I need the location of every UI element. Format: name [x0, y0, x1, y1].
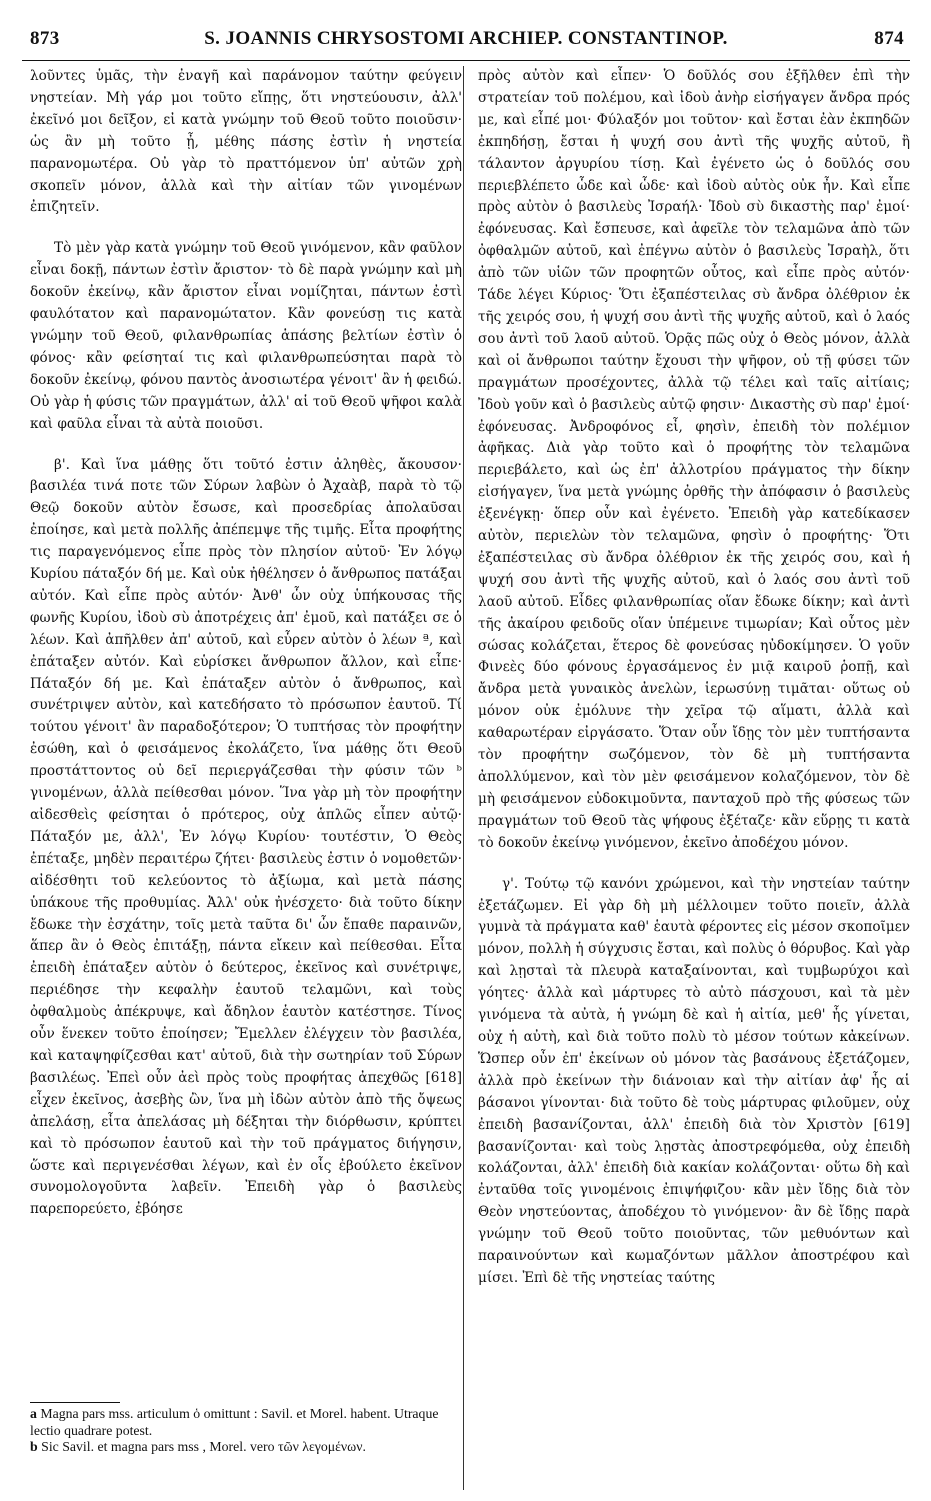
footnote-a-text: Magna pars mss. articulum ὁ omittunt : Savil. et Morel. habent. Utraque lectio quadrare potest. [30, 1406, 439, 1438]
footnote-b-marker: b [30, 1439, 38, 1455]
right-paragraph-2: γ'. Τούτῳ τῷ κανόνι χρώμενοι, καὶ τὴν νηστείαν ταύτην ἐξετάζωμεν. Εἰ γὰρ δὴ μὴ μέλλοιμεν τοῦτο ποιεῖν, ἀλλὰ γυμνὰ τὰ πράγματα καθ' ἑαυτὰ φέροντες εἰς μέσον σκοποῖμεν μόνον, πολλὴ ἡ σύγχυσις ἔσται, καὶ πολὺς ὁ θόρυβος. Καὶ γὰρ καὶ λῃσταὶ τὰ πλευρὰ καταξαίνονται, καὶ τυμβωρύχοι καὶ γόητες· ἀλλὰ καὶ μάρτυρες τὸ αὐτὸ πάσχουσι, καὶ τὰ μὲν γινόμενα τὰ αὐτὰ, ἡ γνώμη δὲ καὶ ἡ αἰτία, μεθ' ἧς γίνεται, οὐχ ἡ αὐτὴ, καὶ διὰ τοῦτο πολὺ τὸ μέσον τούτων κἀκείνων. Ὥσπερ οὖν ἐπ' ἐκείνων οὐ μόνον τὰς βασάνους ἐξετάζομεν, ἀλλὰ πρὸ ἐκείνων τὴν διάνοιαν καὶ τὴν αἰτίαν ἀφ' ἧς αἱ βάσανοι γίνονται· διὰ τοῦτο δὲ τοὺς μάρτυρας φιλοῦμεν, οὐχ ἐπειδὴ βασανίζονται, ἀλλ' ἐπειδὴ διὰ τὸν Χριστὸν [619] βασανίζονται· καὶ τοὺς λῃστὰς ἀποστρεφόμεθα, οὐχ ἐπειδὴ κολάζονται, ἀλλ' ἐπειδὴ διὰ κακίαν κολάζονται· οὕτω δὴ καὶ ἐνταῦθα τοῖς γινομένοις ἐπιψήφιζου· κἂν μὲν ἴδῃς διὰ τὸν Θεὸν νηστεύοντας, ἀποδέχου τὸ γινόμενον· ἂν δὲ ἴδῃς παρὰ γνώμην τοῦ Θεοῦ τοῦτο ποιοῦντας, τῶν μεθυόντων καὶ παραινούντων καὶ κωμαζόντων μᾶλλον ἀποστρέφου καὶ μίσει. Ἐπὶ δὲ τῆς νηστείας ταύτης [478, 875, 910, 1286]
running-header [22, 28, 910, 54]
left-paragraph-3: β'. Καὶ ἵνα μάθῃς ὅτι τοῦτό ἐστιν ἀληθὲς, ἄκουσον· βασιλέα τινά ποτε τῶν Σύρων λαβὼν ὁ Ἀχαὰβ, παρὰ τὸ τῷ Θεῷ δοκοῦν αὐτὸν ἔσωσε, καὶ προσεδρίας ἀπολαῦσαι ἐποίησε, καὶ μετὰ πολλῆς ἀπέπεμψε τῆς τιμῆς. Εἶτα προφήτης τις παραγενόμενος εἶπε πρὸς τὸν πλησίον αὐτοῦ· Ἐν λόγῳ Κυρίου πάταξόν δή με. Καὶ οὐκ ἠθέλησεν ὁ ἄνθρωπος πατάξαι αὐτόν. Καὶ εἶπε πρὸς αὐτόν· Ἀνθ' ὧν οὐχ ὑπήκουσας τῆς φωνῆς Κυρίου, ἰδοὺ σὺ ἀποτρέχεις ἀπ' ἐμοῦ, καὶ πατάξει σε ὁ λέων. Καὶ ἀπῆλθεν ἀπ' αὐτοῦ, καὶ εὗρεν αὐτὸν ὁ λέων ª, καὶ ἐπάταξεν αὐτόν. Καὶ εὑρίσκει ἄνθρωπον ἄλλον, καὶ εἶπε· Πάταξόν δή με. Καὶ ἐπάταξεν αὐτὸν ὁ ἄνθρωπος, καὶ συνέτριψεν αὐτὸν, καὶ κατεδήσατο τὸ πρόσωπον ἑαυτοῦ. Τί τούτου γένοιτ' ἂν παραδοξότερον; Ὁ τυπτήσας τὸν προφήτην ἐσώθη, καὶ ὁ φεισάμενος ἐκολάζετο, ἵνα μάθῃς ὅτι Θεοῦ προστάττοντος οὐ δεῖ περιεργάζεσθαι τὴν φύσιν τῶν ᵇ γινομένων, ἀλλὰ πείθεσθαι μόνον. Ἵνα γὰρ μὴ τὸν προφήτην αἰδεσθεὶς φείσηται ὁ πρότερος, οὐχ ἁπλῶς εἶπεν αὐτῷ· Πάταξόν με, ἀλλ', Ἐν λόγῳ Κυρίου· τουτέστιν, Ὁ Θεὸς ἐπέταξε, μηδὲν περαιτέρω ζήτει· βασιλεὺς ἐστιν ὁ νομοθετῶν· αἰδέσθητι τοῦ κελεύοντος τὸ ἀξίωμα, καὶ μετὰ πάσης ὑπάκουε τῆς προθυμίας. Ἀλλ' οὐκ ἠνέσχετο· διὰ τοῦτο δίκην ἔδωκε τὴν ἐσχάτην, τοῖς μετὰ ταῦτα δι' ὧν ἔπαθε παραινῶν, ἅπερ ἂν ὁ Θεὸς ἐπιτάξῃ, πάντα εἴκειν καὶ πείθεσθαι. Εἶτα ἐπειδὴ ἐπάταξεν αὐτὸν ὁ δεύτερος, ἐκεῖνος καὶ συνέτριψε, περιέδησε τὴν κεφαλὴν ἑαυτοῦ τελαμῶνι, καὶ τοὺς ὀφθαλμοὺς ἀπέκρυψε, καὶ ἄδηλον ἑαυτὸν κατέστησε. Τίνος οὖν ἕνεκεν τοῦτο ἐποίησεν; Ἔμελλεν ἐλέγχειν τὸν βασιλέα, καὶ καταψηφίζεσθαι κατ' αὐτοῦ, διὰ τὴν σωτηρίαν τοῦ Σύρων βασιλέως. Ἐπεὶ οὖν ἀεὶ πρὸς τοὺς προφήτας ἀπεχθῶς [618] εἶχεν ἐκεῖνος, ἀσεβὴς ὢν, ἵνα μὴ ἰδὼν αὐτὸν ἀπὸ τῆς ὄψεως ἀπελάσῃ, εἶτα ἀπελάσας μὴ δέξηται τὴν διόρθωσιν, κρύπτει καὶ τὸ πρόσωπον ἑαυτοῦ καὶ τὴν τοῦ πράγματος διήγησιν, ὥστε καὶ περιγενέσθαι λέγων, καὶ ἐν οἷς ἐβούλετο ἐκεῖνον συνομολογοῦντα λαβεῖν. Ἐπειδὴ γὰρ ὁ βασιλεὺς παρεπορεύετο, ἐβόησε [30, 456, 462, 1218]
footnotes [30, 1406, 460, 1456]
footnote-a [30, 1406, 460, 1439]
left-column [30, 66, 462, 1221]
column-divider [463, 66, 464, 1490]
footnote-a-marker: a [30, 1406, 37, 1421]
left-paragraph-2: Τὸ μὲν γὰρ κατὰ γνώμην τοῦ Θεοῦ γινόμενον, κἂν φαῦλον εἶναι δοκῇ, πάντων ἐστὶν ἄριστον· τὸ δὲ παρὰ γνώμην καὶ μὴ δοκοῦν ἐκείνῳ, κἂν ἄριστον εἶναι νομίζηται, πάντων ἐστὶ φαυλότατον καὶ παρανομώτατον. Κἂν φονεύσῃ τις κατὰ γνώμην τοῦ Θεοῦ, φιλανθρωπίας ἁπάσης βελτίων ἐστὶν ὁ φόνος· κἂν φείσηταί τις καὶ φιλανθρωπεύσηται παρὰ τὸ δοκοῦν ἐκείνῳ, φόνου παντὸς ἀνοσιωτέρα γένοιτ' ἂν ἡ φειδώ. Οὐ γὰρ ἡ φύσις τῶν πραγμάτων, ἀλλ' αἱ τοῦ Θεοῦ ψῆφοι καλὰ καὶ φαῦλα εἶναι τὰ αὐτὰ ποιοῦσι. [30, 240, 462, 432]
header-rule [22, 60, 910, 61]
footnote-b-text: Sic Savil. et magna pars mss , Morel. vero τῶν λεγομένων. [41, 1439, 366, 1455]
right-paragraph-1: πρὸς αὐτὸν καὶ εἶπεν· Ὁ δοῦλός σου ἐξῆλθεν ἐπὶ τὴν στρατείαν τοῦ πολέμου, καὶ ἰδοὺ ἀνὴρ εἰσήγαγεν ἄνδρα πρός με, καὶ εἶπέ μοι· Φύλαξόν μοι τοῦτον· καὶ ἔσται ἐὰν ἐκπηδῶν ἐκπηδήσῃ, ἔσται ἡ ψυχή σου ἀντὶ τῆς ψυχῆς αὐτοῦ, ἢ τάλαντον ἀργυρίου τίσῃ. Καὶ ἐγένετο ὡς ὁ δοῦλός σου περιεβλέπετο ὧδε καὶ ὧδε· καὶ ἰδοὺ αὐτὸς οὐκ ἦν. Καὶ εἶπε πρὸς αὐτὸν ὁ βασιλεὺς Ἰσραήλ· Ἰδοὺ σὺ δικαστὴς παρ' ἐμοί· ἐφόνευσας. Καὶ ἔσπευσε, καὶ ἀφεῖλε τὸν τελαμῶνα ἀπὸ τῶν ὀφθαλμῶν αὐτοῦ, καὶ ἐπέγνω αὐτὸν ὁ βασιλεὺς Ἰσραὴλ, ὅτι ἀπὸ τῶν υἱῶν τῶν προφητῶν οὗτος, καὶ εἶπε πρὸς αὐτόν· Τάδε λέγει Κύριος· Ὅτι ἐξαπέστειλας σὺ ἄνδρα ὀλέθριον ἐκ τῆς χειρός σου, ἡ ψυχή σου ἀντὶ τῆς ψυχῆς αὐτοῦ, καὶ ὁ λαός σου ἀντὶ τοῦ λαοῦ αὐτοῦ. Ὁρᾷς πῶς οὐχ ὁ Θεὸς μόνον, ἀλλὰ καὶ οἱ ἄνθρωποι ταύτην ἔχουσι τὴν ψῆφον, οὐ τῇ φύσει τῶν πραγμάτων προσέχοντες, ἀλλὰ τῷ τέλει καὶ ταῖς αἰτίαις; Ἰδοὺ γοῦν καὶ ὁ βασιλεὺς αὐτῷ φησιν· Δικαστὴς σὺ παρ' ἐμοί· ἐφόνευσας. Ἀνδροφόνος εἶ, φησὶν, ἐπειδὴ τὸν πολέμιον ἀφῆκας. Διὰ γὰρ τοῦτο καὶ ὁ προφήτης τὸν τελαμῶνα περιεβάλετο, καὶ ὡς ἐπ' ἀλλοτρίου πράγματος τὴν δίκην εἰσήγαγεν, ἵνα μετὰ γνώμης ὀρθῆς τὴν ἀπόφασιν ὁ βασιλεὺς ἐξενέγκῃ· ὅπερ οὖν καὶ ἐγένετο. Ἐπειδὴ γὰρ κατεδίκασεν αὐτὸν, περιελὼν τὸν τελαμῶνα, φησὶν ὁ προφήτης· Ὅτι ἐξαπέστειλας σὺ ἄνδρα ὀλέθριον ἐκ τῆς χειρός σου, καὶ ἡ ψυχή σου ἀντὶ τῆς ψυχῆς αὐτοῦ, καὶ ὁ λαός σου ἀντὶ τοῦ λαοῦ αὐτοῦ. Εἶδες φιλανθρωπίας οἵαν ἔδωκε δίκην; καὶ ἀντὶ τῆς ἀκαίρου φειδοῦς οἵαν ὑπέμεινε τιμωρίαν; Καὶ οὗτος μὲν σώσας κολάζεται, ἕτερος δὲ φονεύσας ηὐδοκίμησεν. Ὁ γοῦν Φινεὲς δύο φόνους ἐργασάμενος ἐν μιᾷ καιροῦ ῥοπῇ, καὶ ἄνδρα μετὰ γυναικὸς ἀνελὼν, ἱερωσύνῃ τιμᾶται· οὕτως οὐ μόνον οὐκ ἐμόλυνε τὴν χεῖρα τῷ αἵματι, ἀλλὰ καὶ καθαρωτέραν εἰργάσατο. Ὅταν οὖν ἴδῃς τὸν μὲν τυπτήσαντα τὸν προφήτην σωζόμενον, τὸν δὲ μὴ τυπτήσαντα ἀπολλύμενον, καὶ τὸν μὲν φεισάμενον κολαζόμενον, τὸν δὲ μὴ φεισάμενον εὐδοκιμοῦντα, πανταχοῦ πρὸ τῆς φύσεως τῶν πραγμάτων τοῦ Θεοῦ τὰς ψήφους ἐξέταζε· κἂν εὕρῃς τι κατὰ τὸ δοκοῦν ἐκείνῳ γινόμενον, ἐκεῖνο ἀποδέχου μόνον. [478, 68, 910, 851]
running-title: S. JOANNIS CHRYSOSTOMI ARCHIEP. CONSTANTINOP. [204, 28, 728, 49]
page-number-right: 874 [874, 28, 904, 49]
page-number-left: 873 [30, 28, 60, 49]
footnote-rule [30, 1402, 120, 1403]
right-column [478, 66, 910, 1290]
left-paragraph-1: λοῦντες ὑμᾶς, τὴν ἐναγῆ καὶ παράνομον ταύτην φεύγειν νηστείαν. Μὴ γάρ μοι τοῦτο εἴπῃς, ὅτι νηστεύουσιν, ἀλλ' ἐκεῖνό μοι δεῖξον, εἰ κατὰ γνώμην τοῦ Θεοῦ τοῦτο ποιοῦσιν· ὡς ἂν μὴ τοῦτο ᾖ, μέθης πάσης ἐστὶν ἡ νηστεία παρανομωτέρα. Οὐ γὰρ τὸ πραττόμενον ὑπ' αὐτῶν χρὴ σκοπεῖν μόνον, ἀλλὰ καὶ τὴν αἰτίαν τῶν γινομένων ἐπιζητεῖν. [30, 68, 462, 216]
footnote-b [30, 1439, 460, 1456]
